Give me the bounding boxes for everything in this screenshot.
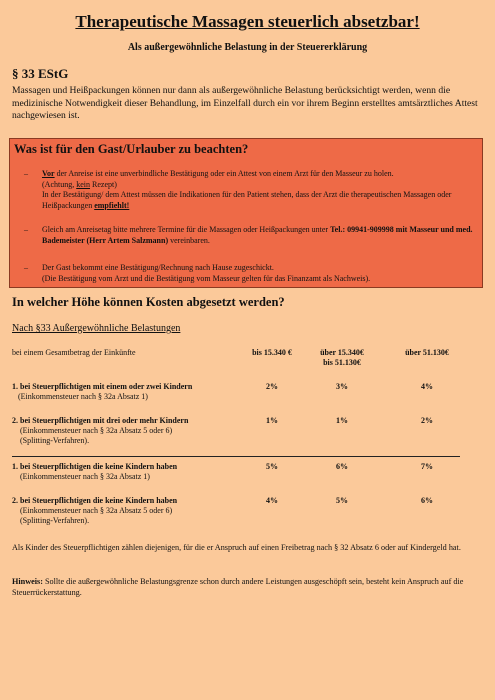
children-footnote: Als Kinder des Steuerpflichtigen zählen diejenigen, für die er Anspruch auf einen Freibetrag nach § 32 Absatz 6 oder auf Kindergeld hat. <box>12 543 461 552</box>
section-text: Massagen und Heißpackungen können nur dann als außergewöhnliche Belastung berücksichtigt werden, wenn die medizinische Notwendigkeit dieser Behandlung, im Einzelfall durch ein vor ihrem Beginn erstelltes amtsärztliches Attest nachgewiesen ist. <box>12 85 478 121</box>
guest-item-3: – Der Gast bekommt eine Bestätigung/Rechnung nach Hause zugeschickt. (Die Bestätigung vom Arzt und die Bestätigung vom Masseur gelten für das Finanzamt als Nachweis). <box>24 263 371 283</box>
page-subtitle: Als außergewöhnliche Belastung in der Steuererklärung <box>127 42 368 53</box>
document-page: Therapeutische Massagen steuerlich absetzbar! Als außergewöhnliche Belastung in der Steuererklärung § 33 EStG Massagen und Heißpackungen können nur dann als außergewöhnliche Belastung berücksichtigt werden, wenn die medizinische Notwendigkeit dieser Behandlung, im Einzelfall durch ein vor ihrem Beginn erstelltes amtsärztliches Attest nachgewiesen ist. Was ist für den Gast/Urlauber zu beachten? – Vor der Anreise ist eine unverbindliche Bestätigung oder ein Attest von einem Arzt für den Masseur zu holen. (Achtung, kein Rezept) In der Bestätigung/ dem Attest müssen die Indikationen für den Patient stehen, dass der Arzt die therapeutischen Massagen oder Heißpackungen empfiehlt! – Gleich am Anreisetag bitte mehrere Termine für die Massagen oder Heißpackungen unter Tel.: 09941-909998 mit Masseur und med. Bademeister (Herr Artem Salzmann) vereinbaren. – Der Gast bekommt eine Bestätigung/Rechnung nach Hause zugeschickt. (Die Bestätigung vom Arzt und die Bestätigung vom Masseur gelten für das Finanzamt als Nachweis). In welcher Höhe können Kosten abgesetzt werden? Nach §33 Außergewöhnliche Belastungen bei einem Gesamtbetrag der Einkünfte bis 15.340 € über 15.340€ bis 51.130€ über 51.130€ 1. bei Steuerpflichtigen mit einem oder zwei Kindern (Einkommensteuer nach § 32a Absatz 1) 2% 3% 4% 2. bei Steuerpflichtigen mit drei oder mehr Kindern (Einkommensteuer nach § 32a Absatz 5 oder 6) (Splitting-Verfahren). 1% 1% 2% 1. bei Steuerpflichtigen die keine Kindern haben (Einkommensteuer nach § 32a Absatz 1) 5% 6% 7% 2. bei Steuerpflichtigen die keine Kindern haben (Einkommensteuer nach § 32a Absatz 5 oder 6) (Splitting-Verfahren). 4% 5% 6% Als Kinder des Steuerpflichtigen zählen diejenigen, für die er Anspruch auf einen Freibetrag nach § 32 Absatz 6 oder auf Kindergeld hat. Hinweis: Sollte die außergewöhnliche Belastungsgrenze schon durch andere Leistungen ausgeschöpft sein, besteht kein Anspruch auf die Steuerrückerstattung. <box>0 0 495 700</box>
costs-heading: In welcher Höhe können Kosten abgesetzt werden? <box>12 295 285 309</box>
page-title: Therapeutische Massagen steuerlich absetzbar! <box>75 12 420 31</box>
guest-info-box <box>9 138 483 288</box>
hint-note: Hinweis: Sollte die außergewöhnliche Belastungsgrenze schon durch andere Leistungen ausgeschöpft sein, besteht kein Anspruch auf die Steuerrückerstattung. <box>12 577 464 597</box>
guest-item-1: – Vor der Anreise ist eine unverbindliche Bestätigung oder ein Attest von einem Arzt für den Masseur zu holen. (Achtung, kein Rezept) In der Bestätigung/ dem Attest müssen die Indikationen für den Patient stehen, dass der Arzt die therapeutischen Massagen oder Heißpackungen empfiehlt! <box>24 169 452 210</box>
guest-item-2: – Gleich am Anreisetag bitte mehrere Termine für die Massagen oder Heißpackungen unter Tel.: 09941-909998 mit Masseur und med. Bademeister (Herr Artem Salzmann) vereinbaren. <box>24 225 473 245</box>
costs-subheading: Nach §33 Außergewöhnliche Belastungen <box>12 323 181 334</box>
guest-box-title: Was ist für den Gast/Urlauber zu beachten? <box>14 142 249 156</box>
section-heading: § 33 EStG <box>12 66 69 81</box>
table-divider <box>12 456 460 457</box>
